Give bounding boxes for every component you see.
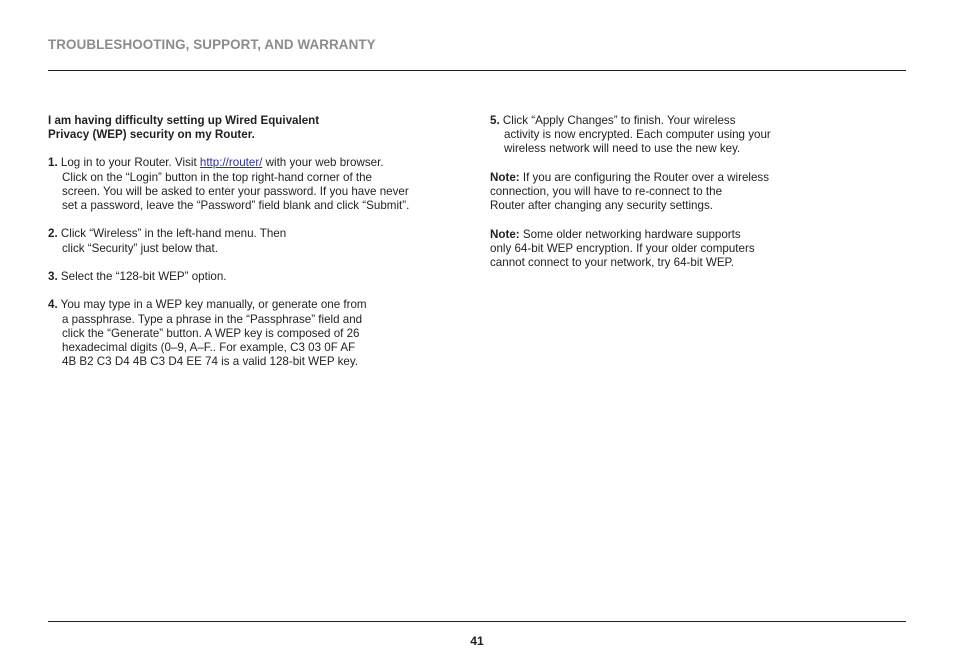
step-text: Click “Wireless” in the left-hand menu. Then <box>57 227 287 241</box>
step-line: set a password, leave the “Password” field blank and click “Submit”. <box>62 199 410 213</box>
step-line <box>48 227 468 241</box>
step-line <box>490 114 830 128</box>
router-link[interactable]: http://router/ <box>199 156 263 170</box>
step-line: wireless network will need to use the new key. <box>504 142 741 156</box>
note-label: Note: <box>490 170 520 184</box>
step-line: click the “Generate” button. A WEP key is composed of 26 <box>62 326 360 340</box>
step-2 <box>48 227 468 255</box>
step-line: Click on the “Login” button in the top right-hand corner of the <box>62 170 372 184</box>
step-line <box>48 298 468 312</box>
note-line: Router after changing any security settings. <box>490 199 713 213</box>
question-line: I am having difficulty setting up Wired Equivalent <box>48 114 320 127</box>
step-number: 3. <box>48 270 58 283</box>
note-2 <box>490 228 830 271</box>
step-line: click “Security” just below that. <box>62 241 218 255</box>
step-text: You may type in a WEP key manually, or generate one from <box>57 298 367 312</box>
right-column <box>490 114 830 284</box>
note-line: connection, you will have to re-connect to the <box>490 185 723 198</box>
step-line: hexadecimal digits (0–9, A–F.. For example, C3 03 0F AF <box>62 341 356 354</box>
note-line: cannot connect to your network, try 64-bit WEP. <box>490 256 735 269</box>
note-1 <box>490 171 830 214</box>
step-line <box>48 156 468 170</box>
note-text: If you are configuring the Router over a wireless <box>519 170 770 184</box>
step-3 <box>48 270 468 284</box>
step-line: 4B B2 C3 D4 4B C3 D4 EE 74 is a valid 128-bit WEP key. <box>62 355 358 369</box>
left-column <box>48 114 468 384</box>
step-line <box>48 270 468 284</box>
step-number: 4. <box>48 298 58 312</box>
question-line: Privacy (WEP) security on my Router. <box>48 128 255 142</box>
note-line <box>490 228 830 242</box>
step-1 <box>48 156 468 213</box>
header-divider <box>48 70 906 71</box>
step-line: a passphrase. Type a phrase in the “Passphrase” field and <box>62 312 363 326</box>
step-number: 2. <box>48 227 58 241</box>
note-label: Note: <box>490 227 520 241</box>
step-line: screen. You will be asked to enter your password. If you have never <box>62 184 409 198</box>
question-heading <box>48 114 468 142</box>
step-number: 1. <box>48 156 58 170</box>
step-4 <box>48 298 468 369</box>
step-text: Select the “128-bit WEP” option. <box>57 270 227 283</box>
note-line <box>490 171 830 185</box>
step-line: activity is now encrypted. Each computer using your <box>504 128 771 142</box>
step-5 <box>490 114 830 157</box>
footer-divider <box>48 621 906 622</box>
note-text: Some older networking hardware supports <box>519 227 741 241</box>
note-line: only 64-bit WEP encryption. If your older computers <box>490 241 755 255</box>
step-number: 5. <box>490 114 500 127</box>
section-header: TROUBLESHOOTING, SUPPORT, AND WARRANTY <box>48 37 376 52</box>
step-text: with your web browser. <box>262 156 384 170</box>
page-number: 41 <box>470 634 484 648</box>
step-text: Click “Apply Changes” to finish. Your wireless <box>499 114 736 127</box>
step-text: Log in to your Router. Visit <box>57 156 200 170</box>
